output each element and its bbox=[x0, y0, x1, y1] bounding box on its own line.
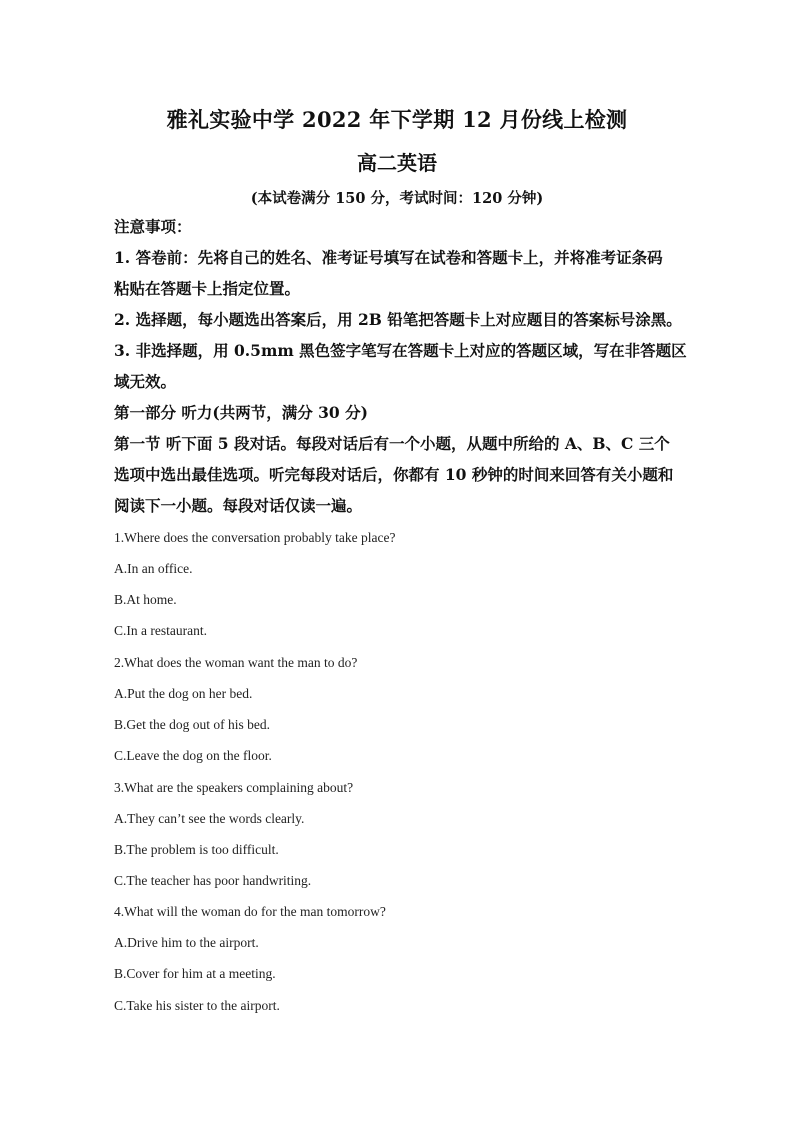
question-2-stem: 2.What does the woman want the man to do? bbox=[114, 655, 358, 670]
question-1-stem: 1.Where does the conversation probably take place? bbox=[114, 530, 396, 545]
question-4-option-c: C.Take his sister to the airport. bbox=[114, 998, 280, 1013]
note-item-3-line-1: 3. 非选择题，用 0.5mm 黑色签字笔写在答题卡上对应的答题区域，写在非答题区 bbox=[114, 341, 687, 360]
notes-block bbox=[114, 211, 694, 521]
part-heading: 第一部分 听力(共两节，满分 30 分) bbox=[114, 403, 368, 422]
question-4-option-b: B.Cover for him at a meeting. bbox=[114, 966, 276, 981]
note-item-1-line-1: 1. 答卷前：先将自己的姓名、准考证号填写在试卷和答题卡上，并将准考证条码 bbox=[114, 248, 663, 267]
question-2-option-c: C.Leave the dog on the floor. bbox=[114, 748, 272, 763]
note-item-3-line-2: 域无效。 bbox=[114, 372, 177, 391]
question-1-option-b: B.At home. bbox=[114, 592, 177, 607]
page-title: 雅礼实验中学 2022 年下学期 12 月份线上检测 bbox=[166, 107, 628, 132]
subject-title: 高二英语 bbox=[357, 151, 437, 175]
notes-heading: 注意事项： bbox=[114, 217, 192, 236]
question-2-option-b: B.Get the dog out of his bed. bbox=[114, 717, 270, 732]
exam-meta: (本试卷满分 150 分，考试时间：120 分钟) bbox=[250, 190, 544, 207]
question-1-option-a: A.In an office. bbox=[114, 561, 193, 576]
question-3-option-a: A.They can’t see the words clearly. bbox=[114, 811, 305, 826]
question-3-stem: 3.What are the speakers complaining about? bbox=[114, 780, 354, 795]
note-item-1-line-2: 粘贴在答题卡上指定位置。 bbox=[114, 279, 301, 298]
question-4-stem: 4.What will the woman do for the man tomorrow? bbox=[114, 904, 386, 919]
section-instruction-line-3: 阅读下一小题。每段对话仅读一遍。 bbox=[114, 496, 363, 515]
question-3-option-c: C.The teacher has poor handwriting. bbox=[114, 873, 312, 888]
question-3-option-b: B.The problem is too difficult. bbox=[114, 842, 279, 857]
question-1-option-c: C.In a restaurant. bbox=[114, 623, 207, 638]
section-instruction-line-2: 选项中选出最佳选项。听完每段对话后，你都有 10 秒钟的时间来回答有关小题和 bbox=[114, 465, 674, 484]
note-item-2: 2. 选择题，每小题选出答案后，用 2B 铅笔把答题卡上对应题目的答案标号涂黑。 bbox=[114, 310, 682, 329]
question-2-option-a: A.Put the dog on her bed. bbox=[114, 686, 253, 701]
question-4-option-a: A.Drive him to the airport. bbox=[114, 935, 259, 950]
section-instruction-line-1: 第一节 听下面 5 段对话。每段对话后有一个小题，从题中所给的 A、B、C 三个 bbox=[114, 434, 670, 453]
